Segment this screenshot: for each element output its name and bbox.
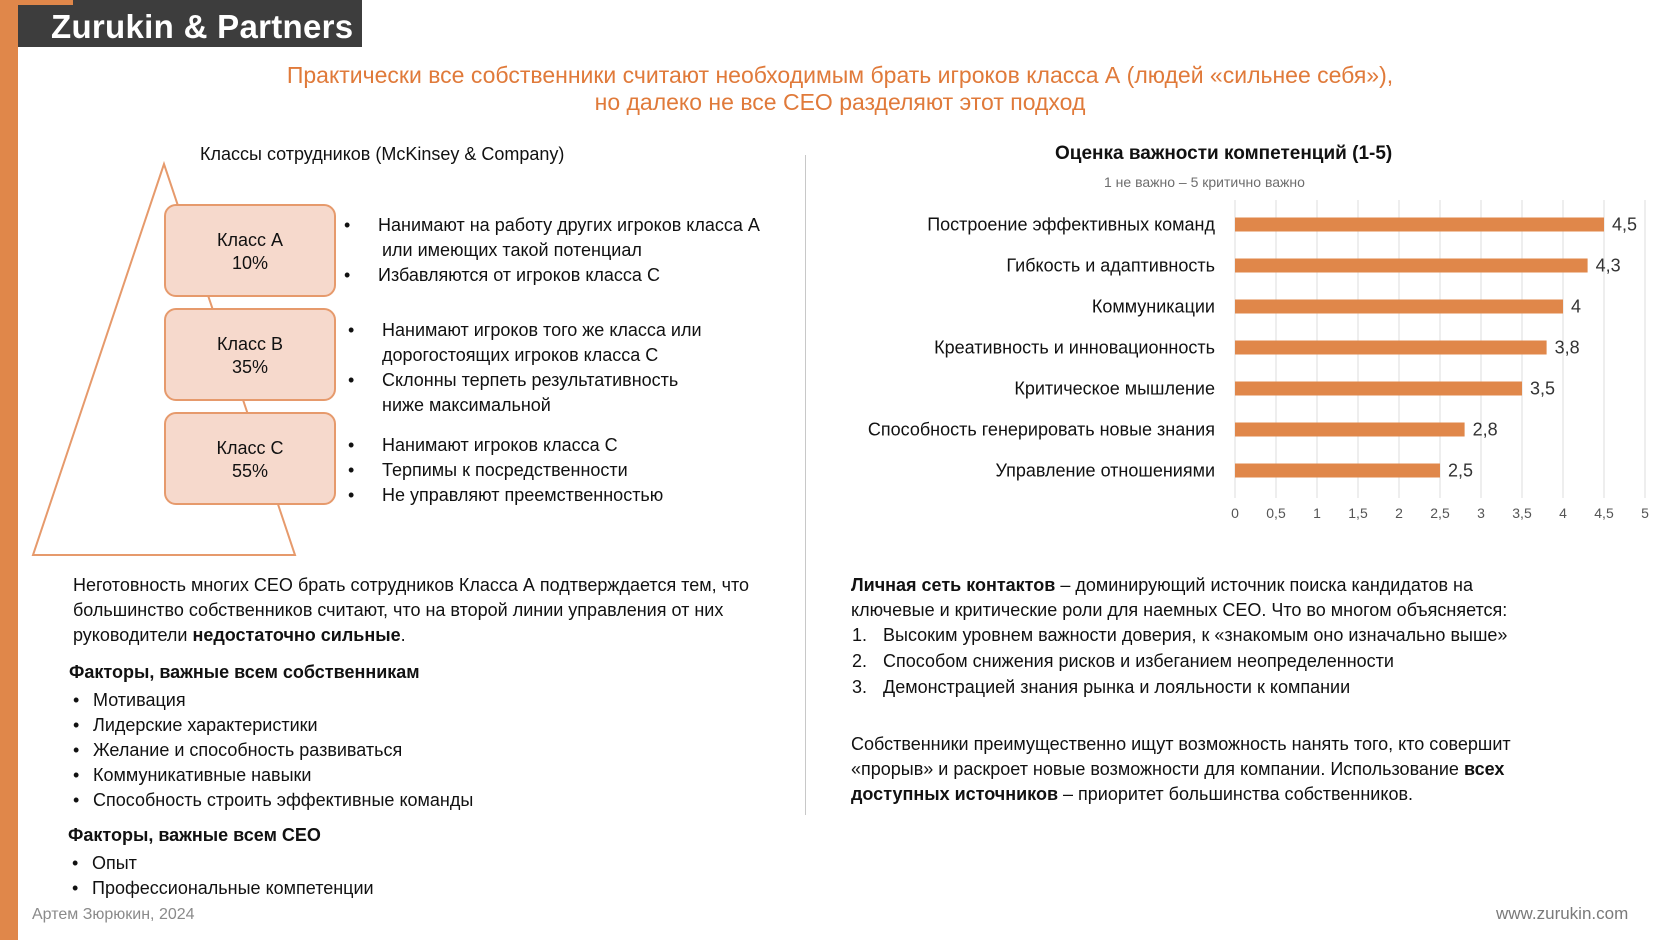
class-b-bullets bbox=[342, 318, 702, 418]
owners-factor-2: • Лидерские характеристики bbox=[69, 713, 473, 738]
network-line-2: ключевые и критические роли для наемных CEO. Что во многом объясняется: bbox=[851, 600, 1508, 620]
class-c-share: 55% bbox=[231, 461, 269, 481]
owners-factors-list bbox=[69, 688, 473, 813]
reasons-list bbox=[852, 622, 1507, 700]
x-tick-label-4: 2 bbox=[1395, 505, 1403, 521]
brand-logo: Zurukin & Partners bbox=[18, 0, 362, 47]
chart-subtitle: 1 не важно – 5 критично важно bbox=[1104, 174, 1305, 190]
value-label-3: 4 bbox=[1571, 296, 1582, 317]
bar-5 bbox=[1235, 382, 1522, 396]
category-label-7: Управление отношениями bbox=[995, 460, 1215, 481]
owners-factor-1: • Мотивация bbox=[69, 688, 473, 713]
network-line-1: Личная сеть контактов – доминирующий источник поиска кандидатов на bbox=[851, 575, 1474, 595]
category-label-6: Способность генерировать новые знания bbox=[867, 419, 1215, 440]
vertical-divider bbox=[805, 155, 806, 815]
x-tick-label-9: 4,5 bbox=[1594, 505, 1614, 521]
bar-2 bbox=[1235, 259, 1588, 273]
class-c-name: Класс С bbox=[216, 438, 284, 458]
competency-bar-chart bbox=[835, 200, 1655, 530]
x-tick-label-10: 5 bbox=[1641, 505, 1649, 521]
value-label-2: 4,3 bbox=[1595, 255, 1621, 276]
headline-line-2: но далеко не все CEO разделяют этот подход bbox=[594, 89, 1086, 115]
owners-factor-5: • Способность строить эффективные команды bbox=[69, 788, 473, 813]
intro-line-1: Неготовность многих CEO брать сотрудников Класса А подтверждается тем, что bbox=[73, 575, 750, 595]
owners-factor-4: • Коммуникативные навыки bbox=[69, 763, 473, 788]
value-label-6: 2,8 bbox=[1472, 419, 1498, 440]
ceo-factor-2: • Профессиональные компетенции bbox=[68, 876, 374, 901]
category-label-4: Креативность и инновационность bbox=[934, 337, 1215, 358]
class-a-share: 10% bbox=[231, 253, 269, 273]
category-label-1: Построение эффективных команд bbox=[927, 214, 1215, 235]
owners-line-1: Собственники преимущественно ищут возможность нанять того, кто совершит bbox=[851, 734, 1511, 754]
owners-paragraph bbox=[851, 732, 1641, 807]
class-c-bullet-3: • Не управляют преемственностью bbox=[342, 483, 663, 508]
slide-headline bbox=[60, 62, 1620, 116]
class-b-bullet-2: • Склонны терпеть результативность ниже максимальной bbox=[342, 368, 702, 418]
ceo-factors-list bbox=[68, 851, 374, 901]
value-label-5: 3,5 bbox=[1530, 378, 1556, 399]
owners-line-2: «прорыв» и раскроет новые возможности для компании. Использование всех bbox=[851, 759, 1505, 779]
intro-paragraph bbox=[73, 573, 803, 648]
class-c-box bbox=[164, 412, 336, 505]
x-tick-label-6: 3 bbox=[1477, 505, 1485, 521]
x-tick-label-8: 4 bbox=[1559, 505, 1567, 521]
value-label-7: 2,5 bbox=[1448, 460, 1474, 481]
x-tick-label-5: 2,5 bbox=[1430, 505, 1450, 521]
network-paragraph bbox=[851, 573, 1631, 623]
x-tick-label-2: 1 bbox=[1313, 505, 1321, 521]
x-tick-label-0: 0 bbox=[1231, 505, 1239, 521]
category-label-5: Критическое мышление bbox=[1014, 378, 1215, 399]
class-c-bullets bbox=[342, 433, 663, 508]
value-label-1: 4,5 bbox=[1612, 214, 1638, 235]
class-a-bullets bbox=[338, 213, 760, 288]
chart-title: Оценка важности компетенций (1-5) bbox=[1055, 143, 1393, 164]
category-label-2: Гибкость и адаптивность bbox=[1006, 255, 1215, 276]
reason-item-1: 1. Высоким уровнем важности доверия, к «знакомым оно изначально выше» bbox=[852, 625, 1508, 645]
reason-item-3: 3. Демонстрацией знания рынка и лояльности к компании bbox=[852, 677, 1351, 697]
value-label-4: 3,8 bbox=[1554, 337, 1580, 358]
class-b-name: Класс В bbox=[216, 334, 283, 354]
class-a-box bbox=[164, 204, 336, 297]
x-tick-label-7: 3,5 bbox=[1512, 505, 1532, 521]
footer-site: www.zurukin.com bbox=[1496, 904, 1629, 923]
class-c-bullet-1: • Нанимают игроков класса С bbox=[342, 433, 663, 458]
class-a-name: Класс А bbox=[216, 230, 283, 250]
x-tick-label-1: 0,5 bbox=[1266, 505, 1286, 521]
class-b-box bbox=[164, 308, 336, 401]
class-b-bullet-1: • Нанимают игроков того же класса или дорогостоящих игроков класса С bbox=[342, 318, 702, 368]
ceo-factors-heading: Факторы, важные всем CEO bbox=[68, 825, 321, 845]
logo-accent bbox=[18, 0, 73, 5]
class-c-bullet-2: • Терпимы к посредственности bbox=[342, 458, 663, 483]
category-label-3: Коммуникации bbox=[1091, 296, 1215, 317]
pyramid-title: Классы сотрудников (McKinsey & Company) bbox=[200, 144, 565, 164]
bar-1 bbox=[1235, 218, 1604, 232]
network-emphasis: Личная сеть контактов bbox=[851, 575, 1056, 595]
class-a-bullet-2: • Избавляются от игроков класса С bbox=[338, 263, 760, 288]
reason-item-2: 2. Способом снижения рисков и избеганием неопределенности bbox=[852, 651, 1394, 671]
bar-3 bbox=[1235, 300, 1563, 314]
ceo-factor-1: • Опыт bbox=[68, 851, 374, 876]
bar-4 bbox=[1235, 341, 1547, 355]
owners-line-3: доступных источников – приоритет большинства собственников. bbox=[851, 784, 1414, 804]
intro-emphasis: недостаточно сильные bbox=[192, 625, 401, 645]
headline-line-1: Практически все собственники считают необходимым брать игроков класса А (людей «сильнее себя»), bbox=[286, 62, 1394, 88]
bar-7 bbox=[1235, 464, 1440, 478]
footer-author: Артем Зюрюкин, 2024 bbox=[32, 906, 195, 923]
x-tick-label-3: 1,5 bbox=[1348, 505, 1368, 521]
class-a-bullet-1: • Нанимают на работу других игроков класса А или имеющих такой потенциал bbox=[338, 213, 760, 263]
intro-line-3: руководители недостаточно сильные. bbox=[73, 625, 406, 645]
owners-factors-heading: Факторы, важные всем собственникам bbox=[69, 662, 420, 682]
owners-factor-3: • Желание и способность развиваться bbox=[69, 738, 473, 763]
class-b-share: 35% bbox=[231, 357, 269, 377]
intro-line-2: большинство собственников считают, что на второй линии управления от них bbox=[73, 600, 724, 620]
bar-6 bbox=[1235, 423, 1465, 437]
left-accent-bar bbox=[0, 0, 18, 940]
